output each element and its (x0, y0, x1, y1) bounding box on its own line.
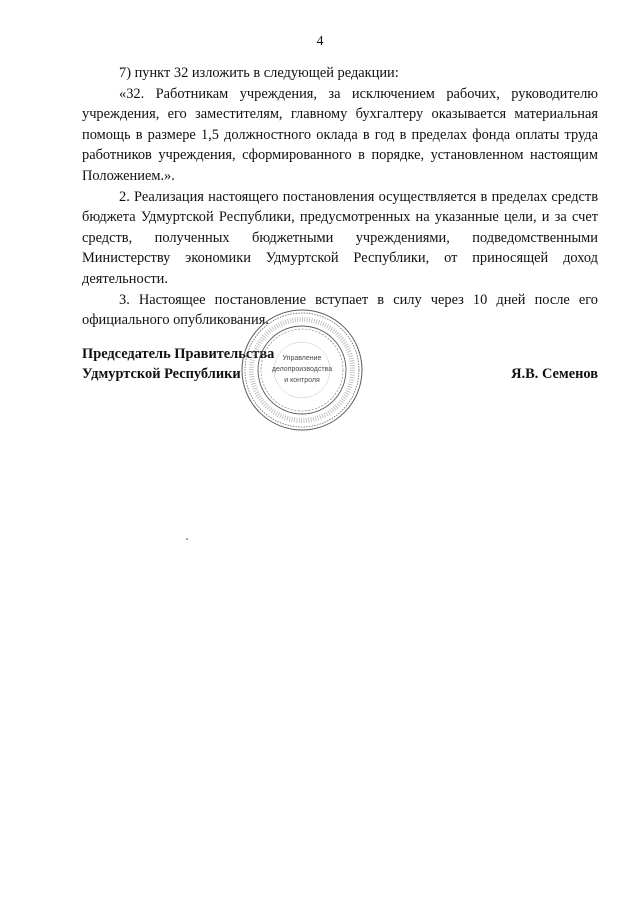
signatory-title-line1: Председатель Правительства (82, 346, 275, 362)
paragraph-item-7: 7) пункт 32 изложить в следующей редакции: (119, 65, 399, 81)
scan-speck (186, 538, 188, 540)
paragraph-2: 2. Реализация настоящего постановления осуществляется в пределах средств бюджета Удмуртской Республики, предусмотренных на указанные цели, и за счет средств, полученных бюджетными учреждениями, подведомственными Министерству экономики Удмуртской Республики, от приносящей доход деятельности. (82, 188, 598, 287)
stamp-center-line-2: делопроизводства (271, 366, 333, 373)
document-body (82, 63, 598, 331)
signatory-name: Я.В. Семенов (511, 366, 598, 382)
stamp-center-line-1: Управление (282, 355, 322, 362)
signatory-title-line2: Удмуртской Республики (82, 366, 241, 382)
official-seal-stamp (240, 308, 364, 432)
stamp-center-line-3: и контроля (284, 377, 320, 384)
page-number: 4 (316, 34, 324, 49)
paragraph-quote-32: «32. Работникам учреждения, за исключением рабочих, руководителю учреждения, его заместителям, главному бухгалтеру оказывается материальная помощь в размере 1,5 должностного оклада в год в пределах фонда оплаты труда работников учреждения, сформированного в порядке, установленном настоящим Положением.». (82, 85, 598, 184)
paragraph-3: 3. Настоящее постановление вступает в силу через 10 дней после его официального опубликования. (82, 291, 598, 329)
